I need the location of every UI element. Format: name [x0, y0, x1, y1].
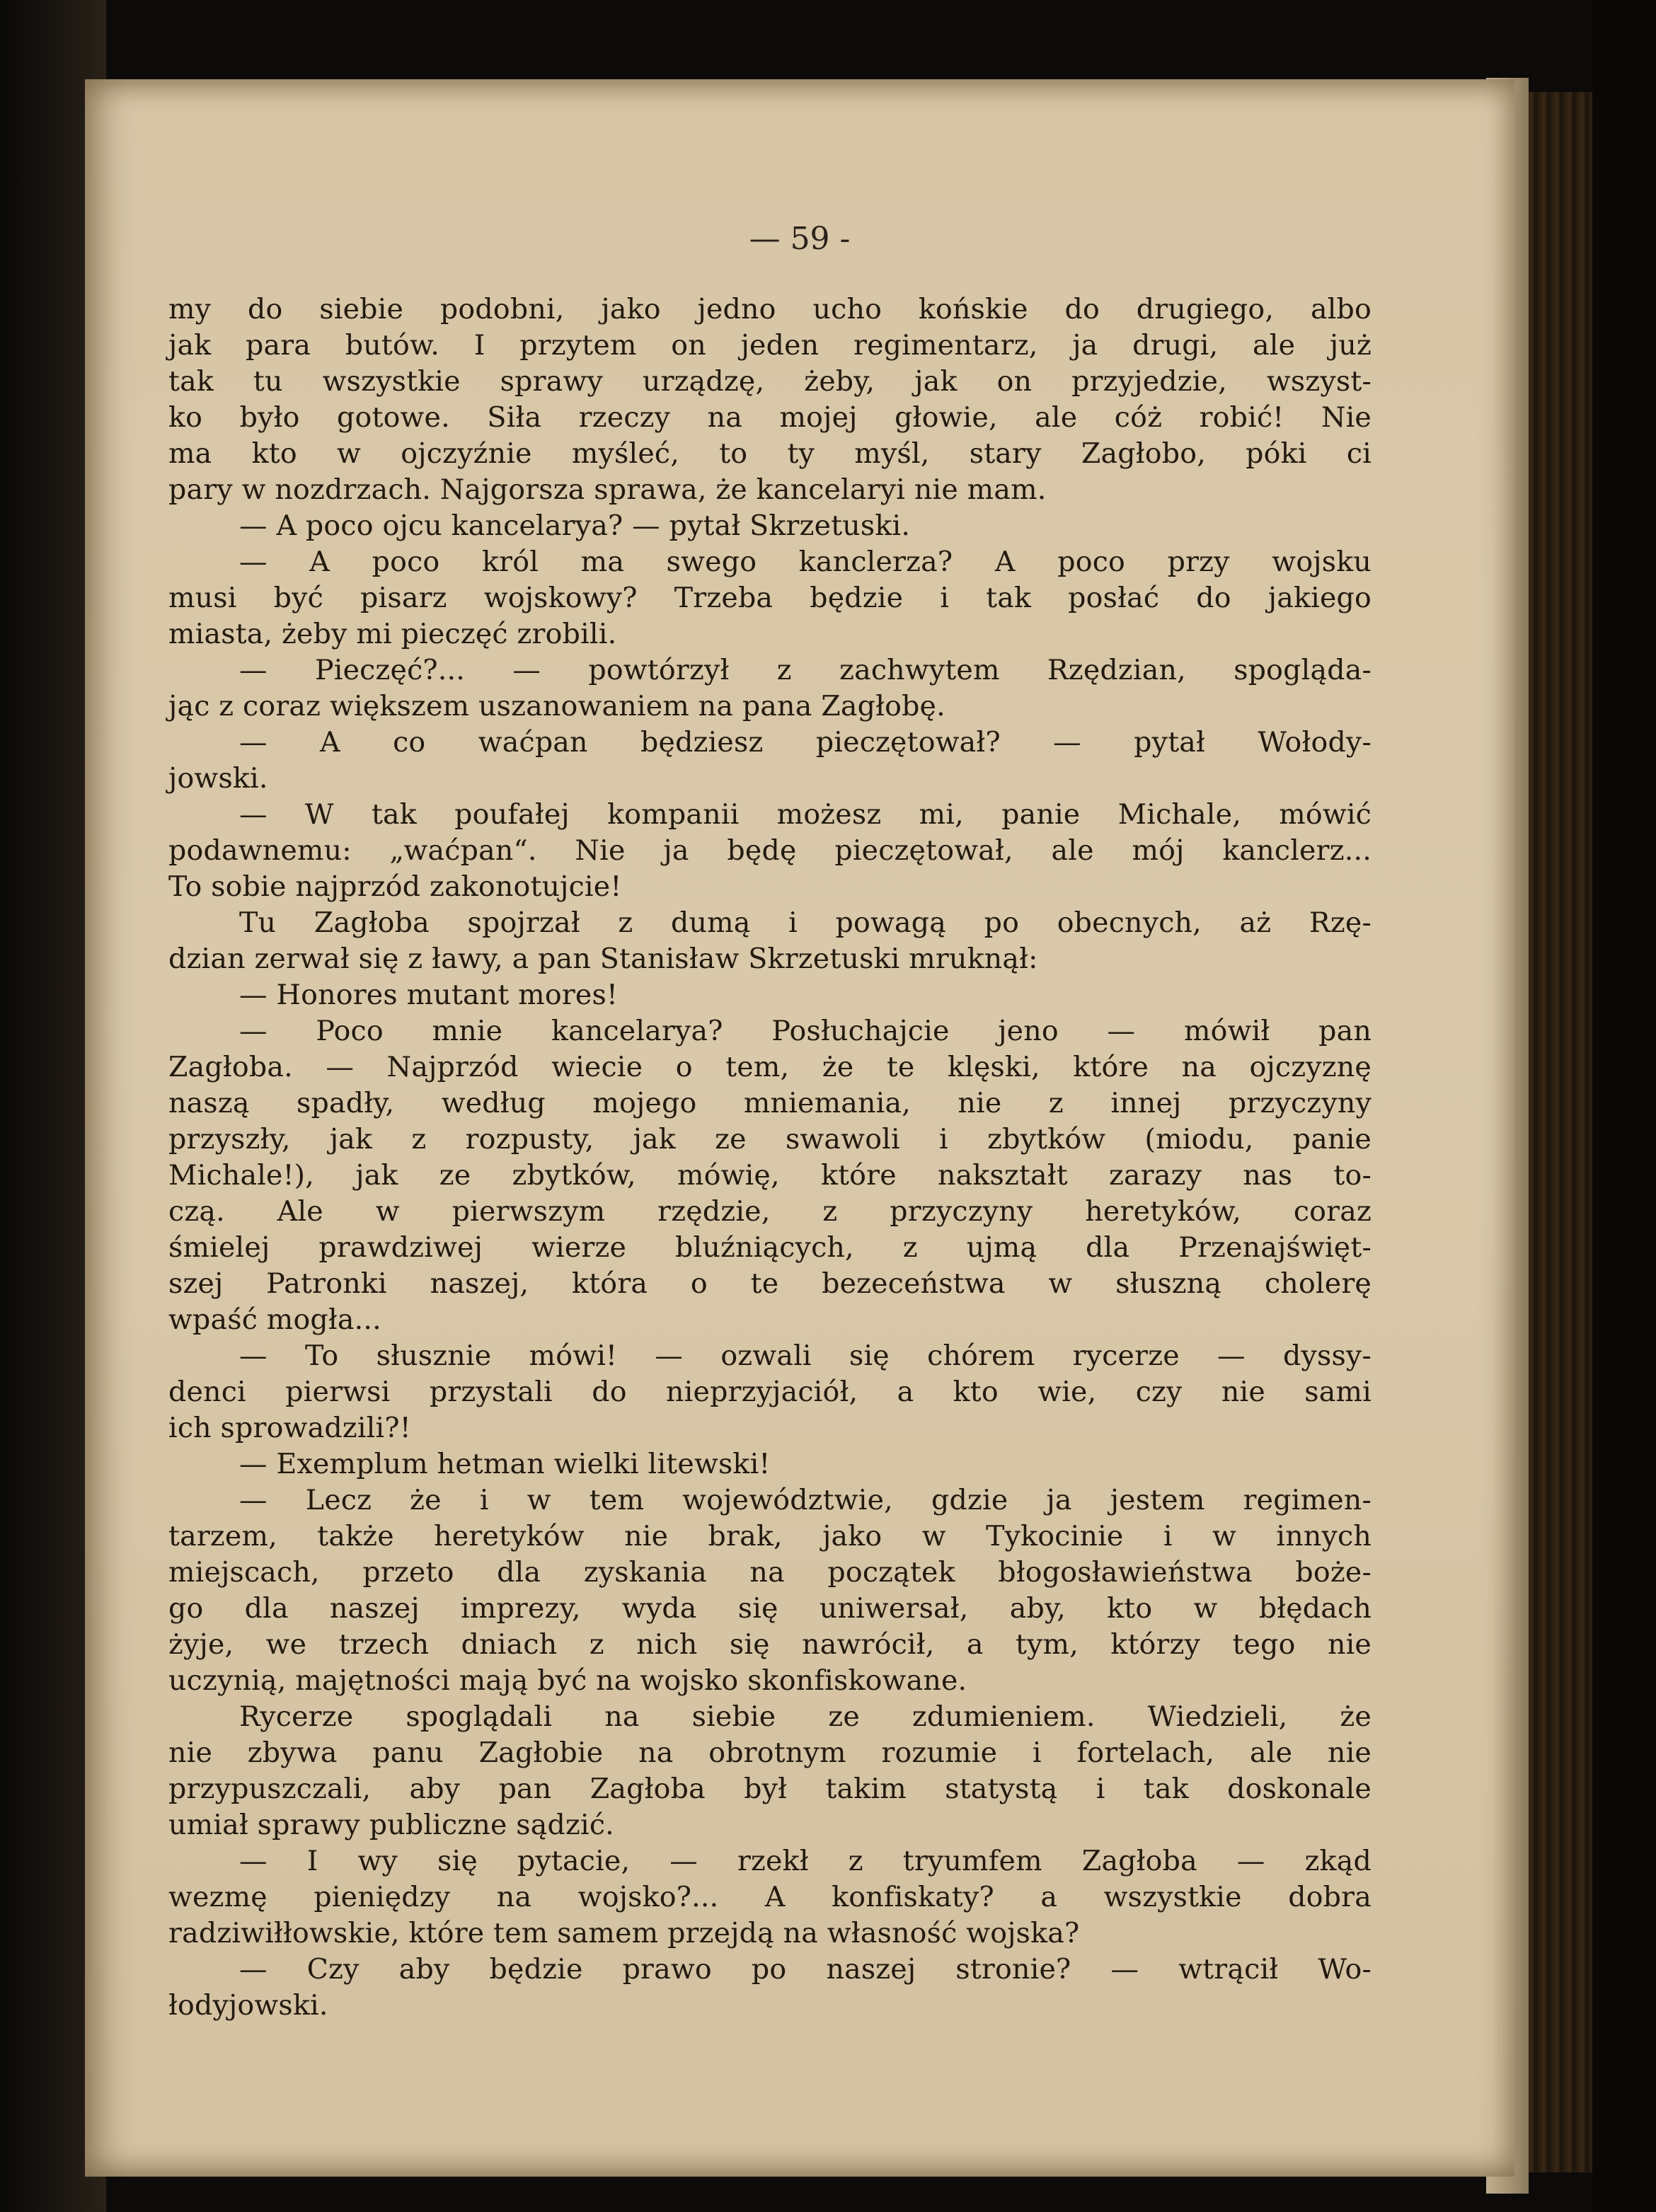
text-line: jąc z coraz większem uszanowaniem na pana Zagłobę. [168, 690, 945, 722]
text-line: ma kto w ojczyźnie myśleć, to ty myśl, stary Zagłobo, póki ci [168, 437, 1372, 470]
text-line: musi być pisarz wojskowy? Trzeba będzie i tak posłać do jakiego [168, 582, 1372, 614]
text-line: miejscach, przeto dla zyskania na początek błogosławieństwa boże- [168, 1556, 1372, 1589]
text-line: tak tu wszystkie sprawy urządzę, żeby, jak on przyjedzie, wszyst- [168, 365, 1372, 398]
text-line: przyszły, jak z rozpusty, jak ze swawoli i zbytków (miodu, panie [168, 1123, 1372, 1156]
text-line: — Exemplum hetman wielki litewski! [239, 1448, 771, 1480]
text-line: — Poco mnie kancelarya? Posłuchajcie jeno — mówił pan [239, 1015, 1372, 1047]
text-line: naszą spadły, według mojego mniemania, nie z innej przyczyny [168, 1087, 1372, 1119]
text-line: uczynią, majętności mają być na wojsko skonfiskowane. [168, 1664, 967, 1697]
text-line: wpaść mogła... [168, 1303, 381, 1336]
text-line: ich sprowadzili?! [168, 1412, 411, 1444]
text-line: — W tak poufałej kompanii możesz mi, panie Michale, mówić [239, 798, 1372, 831]
text-line: Zagłoba. — Najprzód wiecie o tem, że te klęski, które na ojczyznę [168, 1051, 1372, 1083]
text-line: jowski. [168, 762, 268, 795]
text-line: szej Patronki naszej, która o te bezeceństwa w słuszną cholerę [168, 1267, 1372, 1300]
text-line: go dla naszej imprezy, wyda się uniwersał, aby, kto w błędach [168, 1592, 1372, 1625]
text-line: Tu Zagłoba spojrzał z dumą i powagą po obecnych, aż Rzę- [239, 906, 1372, 939]
text-line: pary w nozdrzach. Najgorsza sprawa, że kancelaryi nie mam. [168, 473, 1047, 506]
text-line: podawnemu: „waćpan“. Nie ja będę pieczętował, ale mój kanclerz... [168, 834, 1372, 867]
text-line: ko było gotowe. Siła rzeczy na mojej głowie, ale cóż robić! Nie [168, 401, 1372, 434]
book-page [85, 79, 1514, 2177]
background-right [1592, 0, 1656, 2212]
text-line: — Pieczęć?... — powtórzył z zachwytem Rzędzian, spogląda- [239, 654, 1372, 686]
text-line: — I wy się pytacie, — rzekł z tryumfem Zagłoba — zkąd [239, 1845, 1372, 1877]
text-line: — A poco król ma swego kanclerza? A poco przy wojsku [239, 546, 1372, 578]
text-line: To sobie najprzód zakonotujcie! [168, 870, 622, 903]
text-line: łodyjowski. [168, 1989, 328, 2022]
text-line: — A co waćpan będziesz pieczętował? — pytał Wołody- [239, 726, 1372, 759]
text-line: Michale!), jak ze zbytków, mówię, które nakształt zarazy nas to- [168, 1159, 1372, 1192]
text-line: czą. Ale w pierwszym rzędzie, z przyczyny heretyków, coraz [168, 1195, 1372, 1228]
text-line: przypuszczali, aby pan Zagłoba był takim statystą i tak doskonale [168, 1773, 1372, 1805]
text-line: — A poco ojcu kancelarya? — pytał Skrzetuski. [239, 509, 911, 542]
text-line: — Lecz że i w tem województwie, gdzie ja jestem regimen- [239, 1484, 1372, 1516]
text-line: — To słusznie mówi! — ozwali się chórem rycerze — dyssy- [239, 1340, 1372, 1372]
text-line: umiał sprawy publiczne sądzić. [168, 1809, 614, 1841]
text-line: nie zbywa panu Zagłobie na obrotnym rozumie i fortelach, ale nie [168, 1736, 1372, 1769]
text-line: tarzem, także heretyków nie brak, jako w Tykocinie i w innych [168, 1520, 1372, 1553]
text-line: — Czy aby będzie prawo po naszej stronie? — wtrącił Wo- [239, 1953, 1372, 1986]
text-line: dzian zerwał się z ławy, a pan Stanisław Skrzetuski mruknął: [168, 943, 1038, 975]
text-line: — Honores mutant mores! [239, 979, 619, 1011]
text-line: jak para butów. I przytem on jeden regimentarz, ja drugi, ale już [168, 329, 1372, 362]
text-line: śmielej prawdziwej wierze bluźniących, z ujmą dla Przenajświęt- [168, 1231, 1372, 1264]
text-line: Rycerze spoglądali na siebie ze zdumieniem. Wiedzieli, że [239, 1700, 1372, 1733]
text-line: miasta, żeby mi pieczęć zrobili. [168, 618, 617, 650]
page-number-header: — 59 - [749, 221, 851, 257]
text-line: my do siebie podobni, jako jedno ucho końskie do drugiego, albo [168, 293, 1372, 326]
page-body-text [168, 292, 1372, 2024]
text-line: żyje, we trzech dniach z nich się nawrócił, a tym, którzy tego nie [168, 1628, 1372, 1661]
text-line: wezmę pieniędzy na wojsko?... A konfiskaty? a wszystkie dobra [168, 1881, 1372, 1913]
text-line: radziwiłłowskie, które tem samem przejdą na własność wojska? [168, 1917, 1080, 1949]
text-line: denci pierwsi przystali do nieprzyjaciół, a kto wie, czy nie sami [168, 1376, 1372, 1408]
